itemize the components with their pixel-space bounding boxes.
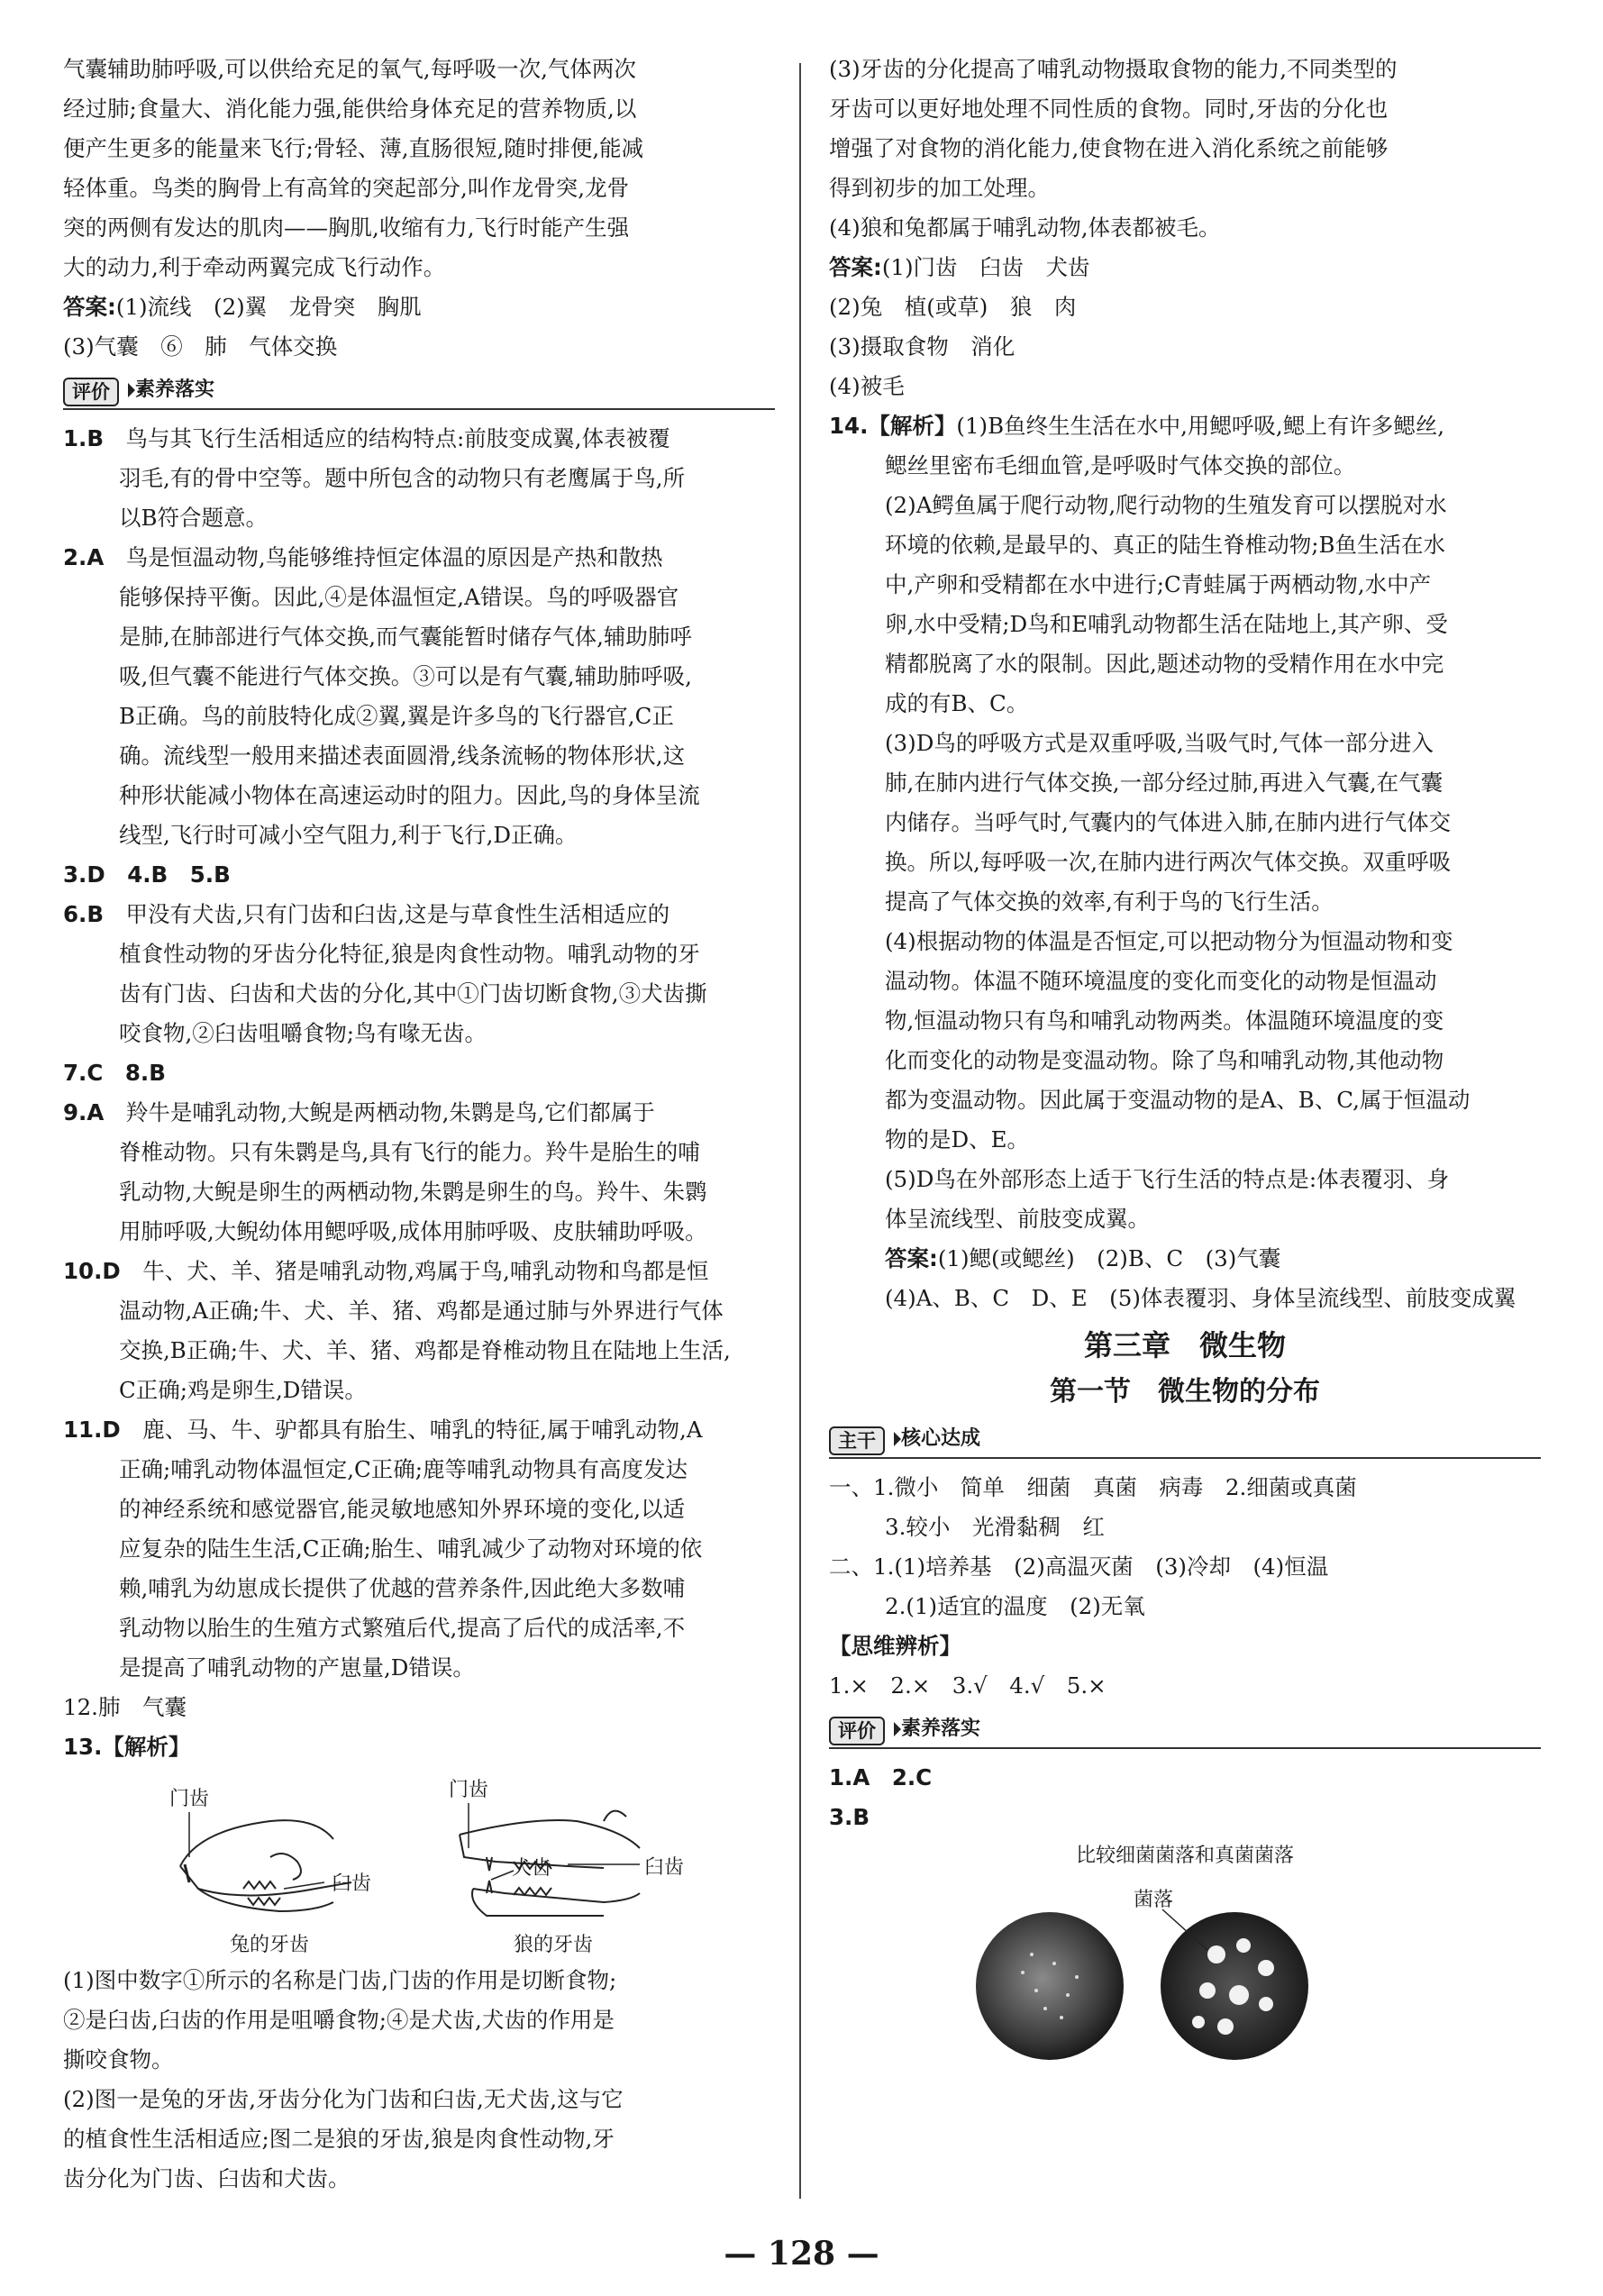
answer-label: 答案: xyxy=(829,254,882,280)
text-line: 卵,水中受精;D鸟和E哺乳动物都生活在陆地上,其产卵、受 xyxy=(885,611,1448,637)
text-line: C正确;鸡是卵生,D错误。 xyxy=(119,1377,367,1403)
q13-part3 xyxy=(829,50,1541,208)
text-line: 齿分化为门齿、臼齿和犬齿。 xyxy=(63,2165,351,2191)
wolf-incisor-label: 门齿 xyxy=(449,1779,489,1801)
question-9 xyxy=(63,1093,775,1252)
text-line: 植食性动物的牙齿分化特征,狼是肉食性动物。哺乳动物的牙 xyxy=(119,941,700,967)
question-13-part2 xyxy=(63,2080,775,2199)
q13-answer-line xyxy=(829,248,1541,287)
thinking-answers: 1.× 2.× 3.√ 4.√ 5.× xyxy=(829,1672,1107,1699)
question-number: 6.B xyxy=(63,901,105,927)
question-number: 11.D xyxy=(63,1417,121,1443)
text-line: 撕咬食物。 xyxy=(63,2046,174,2073)
rabbit-jaw xyxy=(180,1866,351,1896)
teeth-figure xyxy=(63,1767,775,1961)
thinking-heading: 【思维辨析】 xyxy=(829,1633,961,1659)
wolf-skull-top xyxy=(460,1820,640,1848)
core-line: 一、1.微小 简单 细菌 真菌 病毒 2.细菌或真菌 xyxy=(829,1474,1357,1500)
text-line: 经过肺;食量大、消化能力强,能供给身体充足的营养物质,以 xyxy=(63,96,637,122)
text-line: 物的是D、E。 xyxy=(885,1126,1030,1153)
section-header-evaluation xyxy=(63,372,775,412)
section-rule xyxy=(829,1747,1541,1749)
answer-line: (4)被毛 xyxy=(829,373,905,399)
text-line: 羚牛是哺乳动物,大鲵是两栖动物,朱鹮是鸟,它们都属于 xyxy=(125,1099,655,1125)
column-divider xyxy=(799,63,801,2199)
text-line: 环境的依赖,是最早的、真正的陆生脊椎动物;B鱼生活在水 xyxy=(885,532,1446,558)
text-line: 成的有B、C。 xyxy=(885,690,1029,716)
text-line: 乳动物以胎生的生殖方式繁殖后代,提高了后代的成活率,不 xyxy=(119,1615,686,1641)
text-line: 得到初步的加工处理。 xyxy=(829,175,1050,201)
eval-answer-3: 3.B xyxy=(829,1804,870,1830)
intro-paragraph xyxy=(63,50,775,287)
rabbit-eye-socket xyxy=(270,1854,301,1880)
answer-line: (4)A、B、C D、E (5)体表覆羽、身体呈流线型、前肢变成翼 xyxy=(885,1285,1516,1311)
arrow-icon xyxy=(894,1432,901,1446)
text-line: 乳动物,大鲵是卵生的两栖动物,朱鹮是卵生的鸟。羚牛、朱鹮 xyxy=(119,1179,707,1205)
text-line: 气囊辅助肺呼吸,可以供给充足的氧气,每呼吸一次,气体两次 xyxy=(63,56,636,82)
question-number: 2.A xyxy=(63,544,105,570)
text-line: 轻体重。鸟类的胸骨上有高耸的突起部分,叫作龙骨突,龙骨 xyxy=(63,175,630,201)
text-line: 鹿、马、牛、驴都具有胎生、哺乳的特征,属于哺乳动物,A xyxy=(142,1417,703,1443)
text-line: 温动物。体温不随环境温度的变化而变化的动物是恒温动 xyxy=(885,968,1437,994)
q13-part4: (4)狼和兔都属于哺乳动物,体表都被毛。 xyxy=(829,214,1221,241)
rabbit-skull-top xyxy=(180,1820,333,1866)
text-line: 牙齿可以更好地处理不同性质的食物。同时,牙齿的分化也 xyxy=(829,96,1389,122)
answer-line: (3)摄取食物 消化 xyxy=(829,333,1016,360)
text-line: 换。所以,每呼吸一次,在肺内进行两次气体交换。双重呼吸 xyxy=(885,849,1452,875)
question-14 xyxy=(829,406,1541,1318)
text-line: 精都脱离了水的限制。因此,题述动物的受精作用在水中完 xyxy=(885,651,1444,677)
text-line: 都为变温动物。因此属于变温动物的是A、B、C,属于恒温动 xyxy=(885,1087,1471,1113)
text-line: 中,产卵和受精都在水中进行;C青蛙属于两栖动物,水中产 xyxy=(885,571,1432,597)
text-line: 大的动力,利于牵动两翼完成飞行动作。 xyxy=(63,254,446,280)
text-line: 吸,但气囊不能进行气体交换。③可以是有气囊,辅助肺呼吸, xyxy=(119,663,692,689)
arrow-icon xyxy=(894,1722,901,1736)
text-line: 应复杂的陆生生活,C正确;胎生、哺乳减少了动物对环境的依 xyxy=(119,1535,703,1562)
text-line: 能够保持平衡。因此,④是体温恒定,A错误。鸟的呼吸器官 xyxy=(119,584,679,610)
answer-text: (1)门齿 臼齿 犬齿 xyxy=(881,254,1090,280)
section-header-core xyxy=(829,1421,1541,1461)
question-11 xyxy=(63,1410,775,1688)
wolf-eye xyxy=(604,1811,626,1821)
answer-label: 答案: xyxy=(885,1245,938,1271)
text-line: 正确;哺乳动物体温恒定,C正确;鹿等哺乳动物具有高度发达 xyxy=(119,1456,688,1482)
rabbit-caption: 兔的牙齿 xyxy=(230,1934,310,1956)
answer-line: (2)兔 植(或草) 狼 肉 xyxy=(829,294,1077,320)
question-number: 1.B xyxy=(63,425,105,451)
question-12: 12.肺 气囊 xyxy=(63,1694,187,1720)
core-line: 3.较小 光滑黏稠 红 xyxy=(885,1514,1105,1540)
colony-label: 菌落 xyxy=(1134,1889,1174,1911)
text-line: 化而变化的动物是变温动物。除了鸟和哺乳动物,其他动物 xyxy=(885,1047,1444,1073)
answer-line: (3)气囊 ⑥ 肺 气体交换 xyxy=(63,333,338,360)
question-13-heading: 13.【解析】 xyxy=(63,1734,191,1760)
rabbit-molars xyxy=(243,1881,276,1889)
answer-line xyxy=(63,287,775,327)
text-line: 突的两侧有发达的肌肉——胸肌,收缩有力,飞行时能产生强 xyxy=(63,214,630,241)
question-13-part1 xyxy=(63,1961,775,2080)
section-tag: 主干 xyxy=(829,1426,885,1455)
text-line: 的神经系统和感觉器官,能灵敏地感知外界环境的变化,以适 xyxy=(119,1496,686,1522)
question-1 xyxy=(63,419,775,538)
section-label: 素养落实 xyxy=(135,378,215,401)
text-line: 鳃丝里密布毛细血管,是呼吸时气体交换的部位。 xyxy=(885,452,1356,478)
section-rule xyxy=(829,1457,1541,1459)
text-line: 是提高了哺乳动物的产崽量,D错误。 xyxy=(119,1654,475,1681)
text-line: 牛、犬、羊、猪是哺乳动物,鸡属于鸟,哺乳动物和鸟都是恒 xyxy=(142,1258,709,1284)
wolf-caption: 狼的牙齿 xyxy=(514,1934,594,1956)
text-line: 赖,哺乳为幼崽成长提供了优越的营养条件,因此绝大多数哺 xyxy=(119,1575,686,1601)
answer-text: (1)鳃(或鳃丝) (2)B、C (3)气囊 xyxy=(937,1245,1281,1271)
rabbit-teeth-drawing xyxy=(180,1812,351,1911)
section-rule xyxy=(63,408,775,410)
text-line: B正确。鸟的前肢特化成②翼,翼是许多鸟的飞行器官,C正 xyxy=(119,703,674,729)
core-line: 二、1.(1)培养基 (2)高温灭菌 (3)冷却 (4)恒温 xyxy=(829,1553,1329,1580)
section-tag: 评价 xyxy=(829,1717,885,1745)
question-3-5: 3.D 4.B 5.B xyxy=(63,861,231,888)
text-line: 用肺呼吸,大鲵幼体用鳃呼吸,成体用肺呼吸、皮肤辅助呼吸。 xyxy=(119,1218,707,1244)
bacteria-colony-photo xyxy=(976,1912,1124,2060)
question-6 xyxy=(63,895,775,1053)
question-10 xyxy=(63,1252,775,1410)
left-column xyxy=(63,50,775,2199)
answer-text: (1)流线 (2)翼 龙骨突 胸肌 xyxy=(115,294,422,320)
text-line: ②是臼齿,臼齿的作用是咀嚼食物;④是犬齿,犬齿的作用是 xyxy=(63,2007,615,2033)
rabbit-lower-molars xyxy=(248,1898,280,1905)
section-tag: 评价 xyxy=(63,378,119,406)
colony-figure xyxy=(829,1837,1541,2072)
text-line: (1)图中数字①所示的名称是门齿,门齿的作用是切断食物; xyxy=(63,1967,617,1993)
wolf-lower-jaw xyxy=(473,1889,640,1902)
text-line: 提高了气体交换的效率,有利于鸟的飞行生活。 xyxy=(885,888,1334,915)
rabbit-molar-label: 臼齿 xyxy=(332,1872,372,1895)
wolf-canine-label: 犬齿 xyxy=(512,1857,552,1880)
text-line: 内储存。当呼气时,气囊内的气体进入肺,在肺内进行气体交 xyxy=(885,809,1452,835)
text-line: (4)根据动物的体温是否恒定,可以把动物分为恒温动物和变 xyxy=(885,928,1453,954)
question-number: 9.A xyxy=(63,1099,105,1125)
question-number: 14.【解析】 xyxy=(829,413,957,439)
text-line: 鸟是恒温动物,鸟能够维持恒定体温的原因是产热和散热 xyxy=(125,544,663,570)
text-line: 便产生更多的能量来飞行;骨轻、薄,直肠很短,随时排便,能减 xyxy=(63,135,644,161)
right-column xyxy=(829,50,1541,2072)
fungi-colony-photo xyxy=(1161,1912,1308,2060)
eval-answers-1-2: 1.A 2.C xyxy=(829,1764,933,1790)
wolf-molar-label: 臼齿 xyxy=(644,1856,685,1879)
question-7-8: 7.C 8.B xyxy=(63,1060,166,1086)
section-title: 第一节 微生物的分布 xyxy=(1050,1376,1320,1408)
text-line: 鸟与其飞行生活相适应的结构特点:前肢变成翼,体表被覆 xyxy=(125,425,670,451)
text-line: 确。流线型一般用来描述表面圆滑,线条流畅的物体形状,这 xyxy=(119,743,686,769)
text-line: 甲没有犬齿,只有门齿和臼齿,这是与草食性生活相适应的 xyxy=(125,901,670,927)
colony-photos-svg xyxy=(829,1837,1541,2072)
text-line: 线型,飞行时可减小空气阻力,利于飞行,D正确。 xyxy=(119,822,578,848)
text-line: 的植食性生活相适应;图二是狼的牙齿,狼是肉食性动物,牙 xyxy=(63,2126,615,2152)
figure-title: 比较细菌菌落和真菌菌落 xyxy=(1075,1845,1294,1867)
text-line: (2)A鳄鱼属于爬行动物,爬行动物的生殖发育可以摆脱对水 xyxy=(885,492,1447,518)
wolf-upper-canine xyxy=(487,1857,492,1871)
text-line: (3)D鸟的呼吸方式是双重呼吸,当吸气时,气体一部分进入 xyxy=(885,730,1434,756)
page-number: — 128 — xyxy=(724,2235,879,2273)
rabbit-incisor-label: 门齿 xyxy=(169,1788,210,1810)
section-header-evaluation-2 xyxy=(829,1711,1541,1751)
text-line: (3)牙齿的分化提高了哺乳动物摄取食物的能力,不同类型的 xyxy=(829,56,1398,82)
answer-label: 答案: xyxy=(63,294,116,320)
question-number: 10.D xyxy=(63,1258,121,1284)
text-line: (1)B鱼终生生活在水中,用鳃呼吸,鳃上有许多鳃丝, xyxy=(956,413,1444,439)
text-line: 齿有门齿、臼齿和犬齿的分化,其中①门齿切断食物,③犬齿撕 xyxy=(119,980,707,1007)
text-line: 脊椎动物。只有朱鹮是鸟,具有飞行的能力。羚牛是胎生的哺 xyxy=(119,1139,700,1165)
text-line: 羽毛,有的骨中空等。题中所包含的动物只有老鹰属于鸟,所 xyxy=(119,465,686,491)
section-label: 素养落实 xyxy=(901,1717,981,1740)
question-2 xyxy=(63,538,775,855)
text-line: 物,恒温动物只有鸟和哺乳动物两类。体温随环境温度的变 xyxy=(885,1007,1444,1034)
core-line: 2.(1)适宜的温度 (2)无氧 xyxy=(885,1593,1145,1619)
text-line: 种形状能减小物体在高速运动时的阻力。因此,鸟的身体呈流 xyxy=(119,782,700,808)
text-line: 温动物,A正确;牛、犬、羊、猪、鸡都是通过肺与外界进行气体 xyxy=(119,1298,724,1324)
text-line: 咬食物,②臼齿咀嚼食物;鸟有喙无齿。 xyxy=(119,1020,487,1046)
text-line: 增强了对食物的消化能力,使食物在进入消化系统之前能够 xyxy=(829,135,1389,161)
section-label: 核心达成 xyxy=(901,1427,981,1450)
text-line: (5)D鸟在外部形态上适于飞行生活的特点是:体表覆羽、身 xyxy=(885,1166,1450,1192)
arrow-icon xyxy=(128,383,135,397)
text-line: 以B符合题意。 xyxy=(119,505,269,531)
chapter-title: 第三章 微生物 xyxy=(1083,1328,1286,1362)
wolf-canine-pointer xyxy=(491,1871,514,1880)
text-line: 交换,B正确;牛、犬、羊、猪、鸡都是脊椎动物且在陆地上生活, xyxy=(119,1337,731,1363)
rabbit-lower-jaw xyxy=(198,1889,333,1911)
text-line: 是肺,在肺部进行气体交换,而气囊能暂时储存气体,辅助肺呼 xyxy=(119,624,692,650)
text-line: 体呈流线型、前肢变成翼。 xyxy=(885,1206,1150,1232)
text-line: (2)图一是兔的牙齿,牙齿分化为门齿和臼齿,无犬齿,这与它 xyxy=(63,2086,624,2112)
text-line: 肺,在肺内进行气体交换,一部分经过肺,再进入气囊,在气囊 xyxy=(885,770,1444,796)
